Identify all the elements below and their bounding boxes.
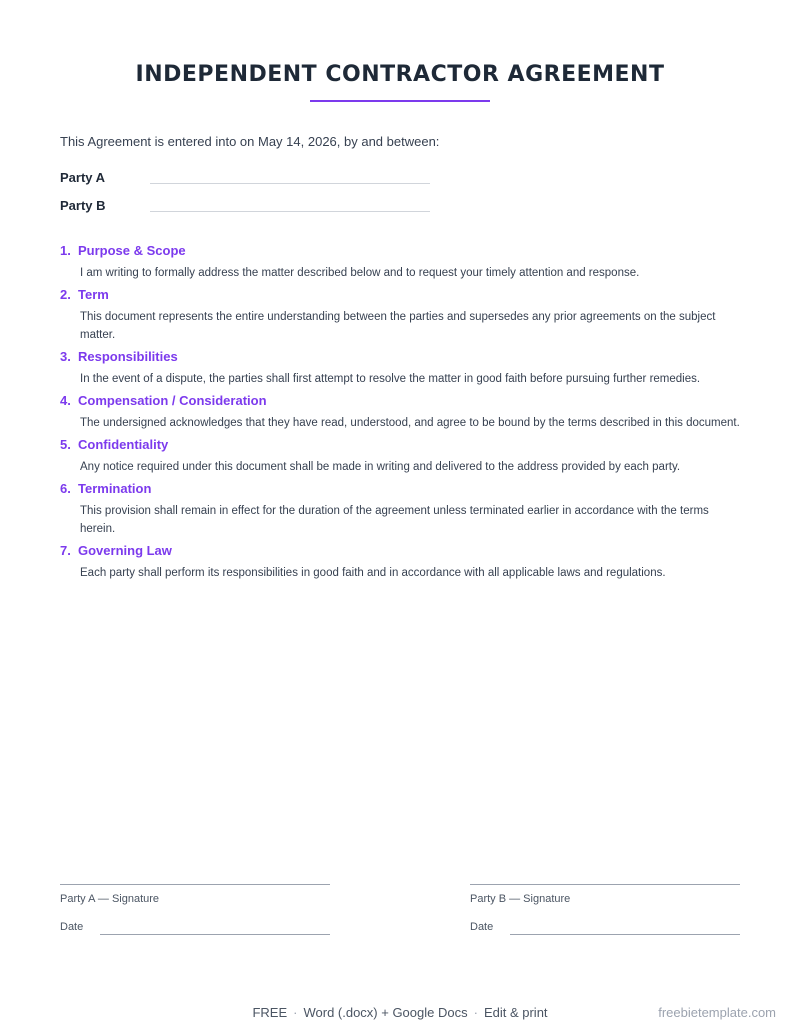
section-body: I am writing to formally address the matter described below and to request your timely attention and response.: [80, 267, 640, 279]
section-number: 5.: [60, 437, 71, 452]
section-confidentiality: [60, 436, 740, 476]
party-b-label: Party B: [60, 198, 106, 213]
section-title: Responsibilities: [78, 349, 178, 364]
party-b-blank-line[interactable]: [150, 211, 430, 212]
party-b-date-label: Date: [470, 921, 494, 933]
section-number: 7.: [60, 543, 71, 558]
section-heading: [60, 242, 740, 260]
party-a-signature-line[interactable]: [60, 884, 330, 885]
party-b-signature-block: [470, 884, 740, 944]
party-a-signature-label: Party A — Signature: [60, 893, 160, 905]
section-governing-law: [60, 542, 740, 582]
party-a-blank-line[interactable]: [150, 183, 430, 184]
footer-edit: Edit & print: [483, 1005, 548, 1020]
party-a-signature-block: [60, 884, 330, 944]
section-number: 3.: [60, 349, 71, 364]
brand-link[interactable]: freebietemplate.com: [658, 1005, 776, 1020]
section-number: 1.: [60, 243, 71, 258]
section-title: Term: [78, 287, 109, 302]
footer-separator: ·: [473, 1005, 478, 1020]
party-b-signature-line[interactable]: [470, 884, 740, 885]
intro-text: This Agreement is entered into on May 14, 2026, by and between:: [60, 134, 440, 149]
section-body: The undersigned acknowledges that they have read, understood, and agree to be bound by the terms described in this document.: [80, 417, 740, 429]
party-a-label: Party A: [60, 170, 106, 185]
party-a-row: [60, 170, 430, 190]
party-a-date-line[interactable]: [100, 934, 330, 935]
section-body: This provision shall remain in effect for the duration of the agreement unless terminated earlier in accordance with the terms herein.: [80, 505, 709, 535]
footer-formats: Word (.docx) + Google Docs: [303, 1005, 468, 1020]
agreement-sections: [60, 242, 740, 586]
party-b-date-line[interactable]: [510, 934, 740, 935]
section-termination: [60, 480, 740, 538]
section-title: Compensation / Consideration: [78, 393, 267, 408]
section-heading: [60, 286, 740, 304]
section-body: In the event of a dispute, the parties shall first attempt to resolve the matter in good faith before pursuing further remedies.: [80, 373, 701, 385]
section-body: This document represents the entire understanding between the parties and supersedes any prior agreements on the subject matter.: [80, 311, 716, 341]
section-term: [60, 286, 740, 344]
section-heading: [60, 480, 740, 498]
section-title: Purpose & Scope: [78, 243, 186, 258]
footer-free: FREE: [252, 1005, 288, 1020]
section-compensation: [60, 392, 740, 432]
party-a-date-label: Date: [60, 921, 84, 933]
section-heading: [60, 436, 740, 454]
document-title: INDEPENDENT CONTRACTOR AGREEMENT: [135, 62, 665, 87]
section-number: 6.: [60, 481, 71, 496]
section-purpose-scope: [60, 242, 740, 282]
section-heading: [60, 542, 740, 560]
section-heading: [60, 348, 740, 366]
section-title: Termination: [78, 481, 152, 496]
party-b-row: [60, 198, 430, 218]
section-title: Confidentiality: [78, 437, 169, 452]
party-b-signature-label: Party B — Signature: [470, 893, 571, 905]
section-title: Governing Law: [78, 543, 172, 558]
section-number: 2.: [60, 287, 71, 302]
section-body: Each party shall perform its responsibilities in good faith and in accordance with all applicable laws and regulations.: [80, 567, 666, 579]
title-underline: [310, 100, 490, 102]
footer-separator: ·: [293, 1005, 298, 1020]
section-responsibilities: [60, 348, 740, 388]
section-body: Any notice required under this document shall be made in writing and delivered to the address provided by each party.: [80, 461, 681, 473]
section-heading: [60, 392, 740, 410]
section-number: 4.: [60, 393, 71, 408]
